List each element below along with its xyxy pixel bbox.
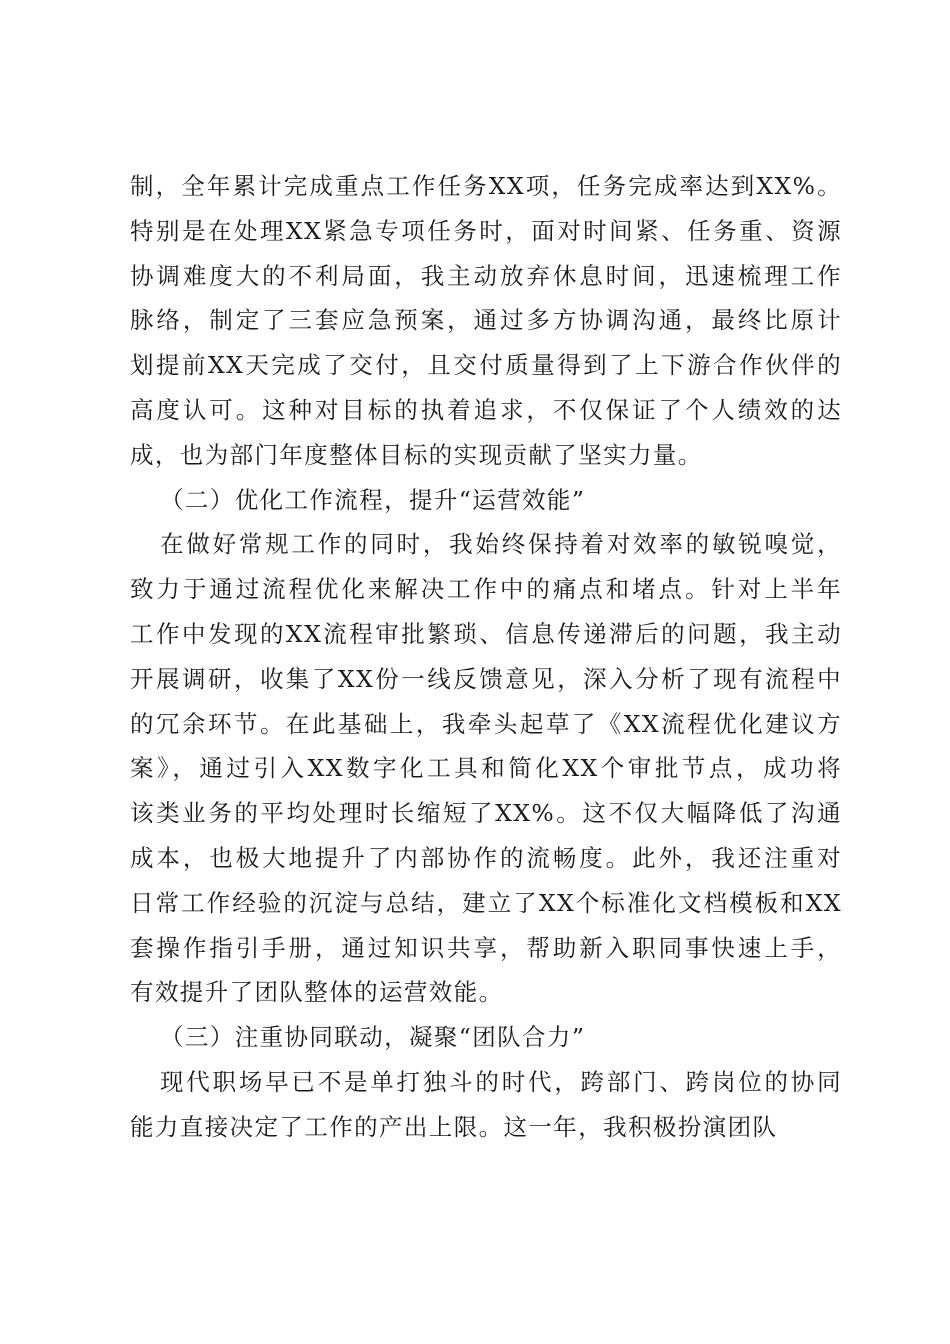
- paragraph-team-collaboration: [130, 1060, 842, 1150]
- text-line: 高度认可。这种对目标的执着追求，不仅保证了个人绩效的达: [130, 395, 842, 424]
- text-line: 该类业务的平均处理时长缩短了XX%。这不仅大幅降低了沟通: [130, 799, 842, 828]
- text-line: 划提前XX天完成了交付，且交付质量得到了上下游合作伙伴的: [130, 351, 842, 380]
- section-heading-2: （二）优化工作流程，提升“运营效能”: [160, 485, 586, 514]
- section-heading-3: （三）注重协同联动，凝聚“团队合力”: [160, 1023, 586, 1052]
- text-line: 日常工作经验的沉淀与总结，建立了XX个标准化文档模板和XX: [130, 888, 842, 917]
- text-line: 开展调研，收集了XX份一线反馈意见，深入分析了现有流程中: [130, 664, 842, 693]
- document-page: [130, 164, 842, 1150]
- text-line: 脉络，制定了三套应急预案，通过多方协调沟通，最终比原计: [130, 306, 842, 335]
- text-line: 成本，也极大地提升了内部协作的流畅度。此外，我还注重对: [130, 843, 842, 872]
- text-line: 特别是在处理XX紧急专项任务时，面对时间紧、任务重、资源: [130, 216, 842, 245]
- text-line: 现代职场早已不是单打独斗的时代，跨部门、跨岗位的协同: [160, 1067, 842, 1096]
- text-line: 套操作指引手册，通过知识共享，帮助新入职同事快速上手，: [130, 933, 842, 962]
- paragraph-goal-achievement: [130, 164, 842, 478]
- text-line: 协调难度大的不利局面，我主动放弃休息时间，迅速梳理工作: [130, 261, 842, 290]
- text-line: 制，全年累计完成重点工作任务XX项，任务完成率达到XX%。: [130, 172, 842, 200]
- text-line: 工作中发现的XX流程审批繁琐、信息传递滞后的问题，我主动: [130, 619, 842, 648]
- text-line: 能力直接决定了工作的产出上限。这一年，我积极扮演团队: [130, 1112, 778, 1141]
- text-line: 成，也为部门年度整体目标的实现贡献了坚实力量。: [130, 440, 703, 469]
- text-line: 致力于通过流程优化来解决工作中的痛点和堵点。针对上半年: [130, 575, 842, 604]
- text-line: 案》，通过引入XX数字化工具和简化XX个审批节点，成功将: [130, 754, 842, 783]
- paragraph-process-optimization: [130, 522, 842, 1015]
- text-line: 在做好常规工作的同时，我始终保持着对效率的敏锐嗅觉，: [160, 530, 842, 559]
- text-line: 的冗余环节。在此基础上，我牵头起草了《XX流程优化建议方: [130, 709, 842, 738]
- text-line: 有效提升了团队整体的运营效能。: [130, 978, 504, 1007]
